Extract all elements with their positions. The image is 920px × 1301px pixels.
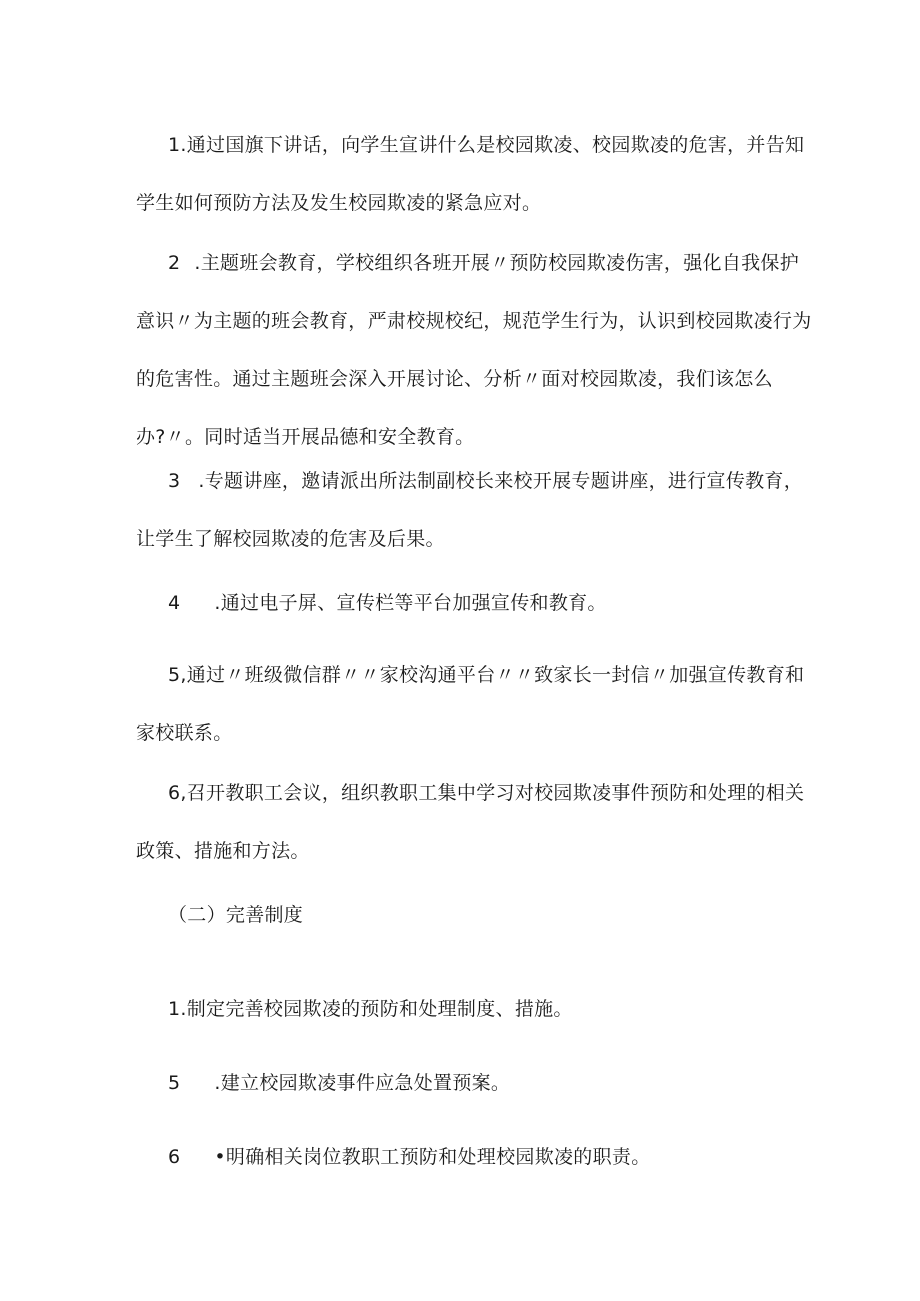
item-number: 5 (168, 1072, 181, 1094)
paragraph-line: 6,召开教职工会议，组织教职工集中学习对校园欺凌事件预防和处理的相关 (168, 782, 805, 804)
paragraph-9 (136, 1054, 788, 1112)
paragraph-line: 政策、措施和方法。 (136, 840, 310, 862)
paragraph-6 (136, 764, 805, 880)
paragraph-line: .专题讲座，邀请派出所法制副校长来校开展专题讲座，进行宣传教育， (198, 470, 804, 492)
paragraph-line: 让学生了解校园欺凌的危害及后果。 (136, 528, 445, 550)
paragraph-first-line (136, 574, 788, 632)
paragraph-line: .主题班会教育，学校组织各班开展〃预防校园欺凌伤害，强化自我保护 (194, 252, 800, 274)
paragraph-line: 1.制定完善校园欺凌的预防和处理制度、措施。 (168, 998, 573, 1020)
section-heading (136, 886, 788, 944)
paragraph-line: 的危害性。通过主题班会深入开展讨论、分析〃面对校园欺凌，我们该怎么 (136, 368, 773, 390)
paragraph-line: 意识〃为主题的班会教育，严肃校规校纪，规范学生行为，认识到校园欺凌行为 (136, 310, 812, 332)
paragraph-line: .建立校园欺凌事件应急处置预案。 (214, 1072, 511, 1094)
paragraph-line: 1.通过国旗下讲话，向学生宣讲什么是校园欺凌、校园欺凌的危害，并告知 (168, 134, 805, 156)
paragraph-4 (136, 574, 788, 632)
paragraph-line: .通过电子屏、宣传栏等平台加强宣传和教育。 (214, 592, 607, 614)
paragraph-line: 办?〃。同时适当开展品德和安全教育。 (136, 426, 475, 448)
paragraph-2 (136, 234, 812, 466)
item-number: 4 (168, 592, 181, 614)
paragraph-first-line (136, 1128, 788, 1186)
paragraph-line: 学生如何预防方法及发生校园欺凌的紧急应对。 (136, 192, 542, 214)
paragraph-line: 家校联系。 (136, 722, 233, 744)
paragraph-8 (136, 980, 788, 1038)
paragraph-1 (136, 116, 805, 232)
item-number: 2 (168, 252, 181, 274)
paragraph-line: •明确相关岗位教职工预防和处理校园欺凌的职责。 (214, 1146, 651, 1168)
item-number: 6 (168, 1146, 181, 1168)
paragraph-first-line (136, 452, 804, 510)
paragraph-first-line (136, 234, 800, 292)
paragraph-first-line (136, 1054, 788, 1112)
paragraph-3 (136, 452, 804, 568)
paragraph-5 (136, 646, 805, 762)
paragraph-10 (136, 1128, 788, 1186)
item-number: 3 (168, 470, 181, 492)
section-heading-text: （二）完善制度 (168, 904, 304, 926)
paragraph-line: 5,通过〃班级微信群〃〃家校沟通平台〃〃致家长一封信〃加强宣传教育和 (168, 664, 805, 686)
